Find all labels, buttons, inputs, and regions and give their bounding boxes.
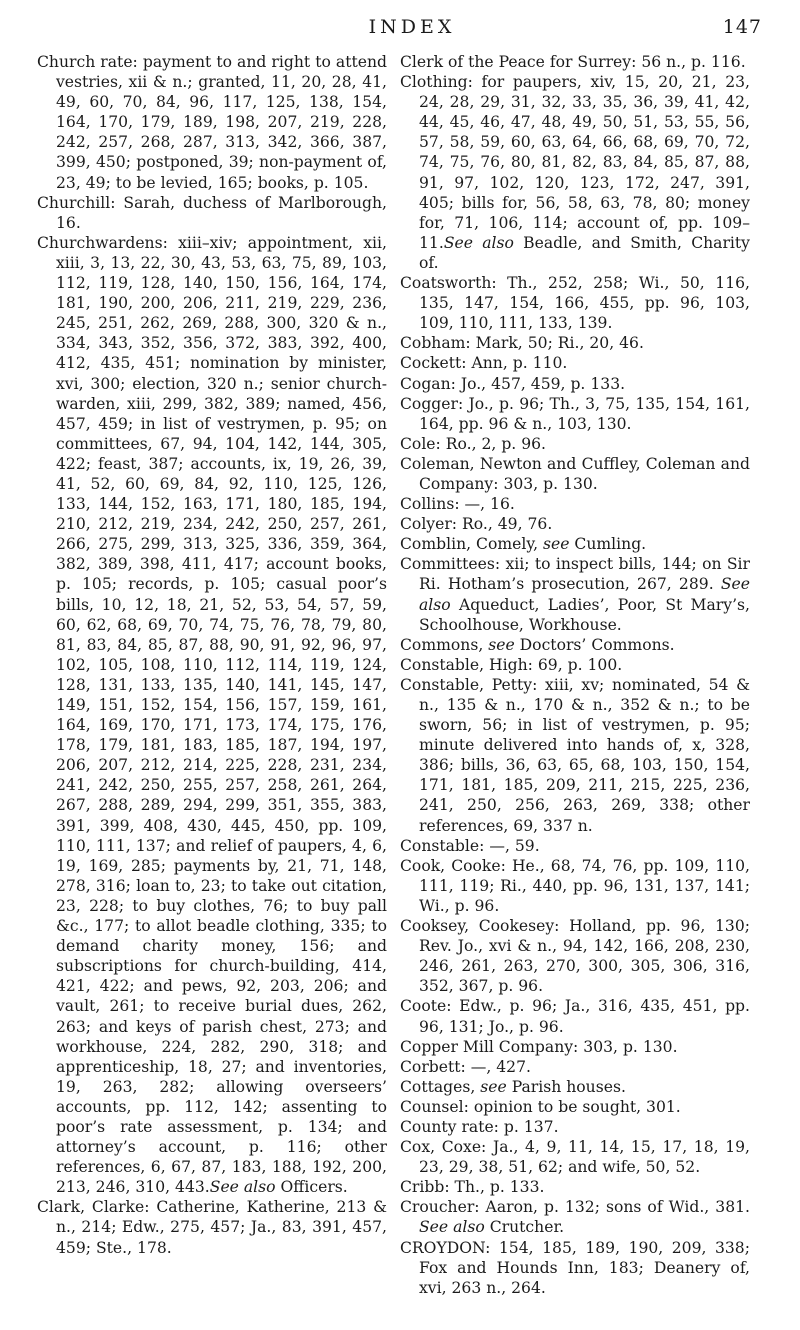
entry-head: Cox, Coxe: [400, 1138, 487, 1157]
page-header [62, 10, 762, 42]
index-entry [400, 1197, 750, 1237]
entry-text: xii; to inspect bills, 144; on Sir Ri. Hotham’s prosecution, 267, 289. [419, 555, 750, 594]
entry-head: Churchwardens: [37, 233, 168, 252]
entry-text: —, 59. [484, 836, 540, 855]
index-entry [37, 193, 387, 233]
index-column-right [400, 52, 750, 1298]
index-entry [400, 353, 750, 373]
entry-head: Cogger: [400, 394, 464, 413]
index-column-left [37, 52, 387, 1258]
entry-head: Cook, Cooke: [400, 856, 506, 875]
entry-text: He., 68, 74, 76, pp. 109, 110, 111, 119; Ri., 440, pp. 96, 131, 137, 141; Wi., p. 96. [419, 856, 751, 915]
index-entry [400, 514, 750, 534]
entry-text: 303, p. 130. [578, 1037, 678, 1056]
index-entry [400, 454, 750, 494]
entry-text: Edw., p. 96; Ja., 316, 435, 451, pp. 96, 131; Jo., p. 96. [419, 997, 750, 1036]
entry-head: Coatsworth: [400, 274, 497, 293]
index-entry [400, 333, 750, 353]
index-entry [400, 856, 750, 916]
entry-head: County rate: [400, 1117, 499, 1136]
entry-text: p. 137. [498, 1117, 559, 1136]
entry-head: Constable, High: [400, 655, 533, 674]
entry-head: Cockett: [400, 354, 467, 373]
entry-head: Committees: [400, 555, 501, 574]
index-entry [400, 534, 750, 554]
entry-head: Churchill: [37, 193, 116, 212]
entry-tail: Doctors’ Commons. [514, 635, 675, 654]
entry-text: xiii, xv; nominated, 54 & n., 135 & n., 170 & n., 352 & n.; to be sworn, 56; in list of vestrymen, p. 95; minute delivered into hands of, x, 328, 386; bills, 36, 63, 65, 68, 103, 150, 154, 171, 181, 185, 209, 211, 215, 225, 236, 241, 250, 256, 263, 269, 338; other references, 69, 337 n. [419, 675, 750, 835]
entry-head: Cribb: [400, 1178, 450, 1197]
entry-head: Cooksey, Cookesey: [400, 917, 560, 936]
entry-head: Croucher: [400, 1198, 480, 1217]
entry-text: Th., 252, 258; Wi., 50, 116, 135, 147, 154, 166, 455, pp. 96, 103, 109, 110, 111, 133, 139. [419, 274, 750, 333]
entry-text: opinion to be sought, 301. [468, 1097, 681, 1116]
entry-text: Jo., 457, 459, p. 133. [455, 374, 626, 393]
entry-text: for paupers, xiv, 15, 20, 21, 23, 24, 28, 29, 31, 32, 33, 35, 36, 39, 41, 42, 44, 45, 46, 47, 48, 49, 50, 51, 53, 55, 56, 57, 58, 59, 60, 63, 64, 66, 68, 69, 70, 72, 74, 75, 76, 80, 81, 82, 83, 84, 85, 87, 88, 91, 97, 102, 120, 123, 172, 247, 391, 405; bills for, 56, 58, 63, 78, 80; money for, 71, 106, 114; account of, pp. 109–11. [419, 73, 750, 252]
entry-text: payment to and right to attend vestries, xii & n.; granted, 11, 20, 28, 41, 49, 60, 70, 84, 96, 117, 125, 138, 154, 164, 170, 179, 189, 198, 207, 219, 228, 242, 257, 268, 287, 313, 342, 366, 387, 399, 450; postponed, 39; non-payment of, 23, 49; to be levied, 165; books, p. 105. [56, 53, 387, 192]
entry-see: See also [443, 233, 514, 252]
entry-head: Comblin, Comely, [400, 535, 539, 554]
entry-head: Coote: [400, 997, 452, 1016]
entry-text: Ro., 49, 76. [457, 515, 553, 534]
entry-text: Sarah, duchess of Marlborough, 16. [56, 193, 387, 232]
entry-head: Cole: [400, 434, 441, 453]
entry-head: Church rate: [37, 53, 138, 71]
entry-text: 303, p. 130. [498, 474, 598, 493]
entry-head: Clark, Clarke: [37, 1198, 150, 1217]
entry-text: Ro., 2, p. 96. [440, 434, 547, 453]
entry-head: CROYDON: [400, 1238, 491, 1257]
index-entry [400, 996, 750, 1036]
entry-text: —, 427. [465, 1057, 531, 1076]
entry-text: Holland, pp. 96, 130; Rev. Jo., xvi & n., 94, 142, 166, 208, 230, 246, 261, 263, 270, 300, 305, 306, 316, 352, 367, p. 96. [419, 917, 751, 996]
index-entry [37, 1197, 387, 1257]
index-entry [400, 1177, 750, 1197]
running-head-title: INDEX [368, 16, 456, 38]
entry-text: Mark, 50; Ri., 20, 46. [470, 334, 644, 353]
index-entry [400, 394, 750, 434]
entry-see: See also [419, 575, 750, 614]
entry-head: Colyer: [400, 515, 458, 534]
index-entry [400, 1097, 750, 1117]
index-entry [400, 1137, 750, 1177]
entry-text: Ann, p. 110. [466, 354, 568, 373]
entry-tail: Officers. [275, 1178, 348, 1197]
page-number: 147 [722, 16, 762, 38]
entry-tail: Beadle, and Smith, Charity of. [419, 233, 750, 272]
index-entry [400, 1057, 750, 1077]
entry-head: Commons, [400, 635, 484, 654]
index-entry [400, 273, 750, 333]
entry-tail: Crutcher. [484, 1218, 565, 1237]
entry-head: Copper Mill Company: [400, 1037, 579, 1056]
index-entry [400, 635, 750, 655]
entry-text: Th., p. 133. [449, 1178, 545, 1197]
index-entry [400, 655, 750, 675]
entry-text: —, 16. [459, 495, 515, 514]
entry-text: Catherine, Katherine, 213 & n., 214; Edw., 275, 457; Ja., 83, 391, 457, 459; Ste., 178. [56, 1198, 387, 1257]
index-entry [400, 72, 750, 273]
index-entry [400, 1077, 750, 1097]
entry-text: 56 n., p. 116. [636, 53, 746, 71]
index-entry [400, 675, 750, 836]
entry-head: Corbett: [400, 1057, 466, 1076]
index-entry [400, 494, 750, 514]
entry-see: see [538, 535, 570, 554]
index-entry [37, 52, 387, 193]
entry-tail: Cumling. [569, 535, 647, 554]
index-entry [400, 836, 750, 856]
index-entry [400, 1117, 750, 1137]
index-entry [37, 233, 387, 1198]
entry-head: Cottages, [400, 1077, 476, 1096]
index-entry [400, 1238, 750, 1298]
index-entry [400, 52, 750, 72]
entry-text: xiii–xiv; appointment, xii, xiii, 3, 13, 22, 30, 43, 53, 63, 75, 89, 103, 112, 119, 128, 140, 150, 156, 164, 174, 181, 190, 200, 206, 211, 219, 229, 236, 245, 251, 262, 269, 288, 300, 320 & n., 334, 343, 352, 356, 372, 383, 392, 400, 412, 435, 451; nomination by minister, xvi, 300; election, 320 n.; senior church-warden, xiii, 299, 382, 389; named, 456, 457, 459; in list of vestrymen, p. 95; on committees, 67, 94, 104, 142, 144, 305, 422; feast, 387; accounts, ix, 19, 26, 39, 41, 52, 60, 69, 84, 92, 110, 125, 126, 133, 144, 152, 163, 171, 180, 185, 194, 210, 212, 219, 234, 242, 250, 257, 261, 266, 275, 299, 313, 325, 336, 359, 364, 382, 389, 398, 411, 417; account books, p. 105; records, p. 105; casual poor’s bills, 10, 12, 18, 21, 52, 53, 54, 57, 59, 60, 62, 68, 69, 70, 74, 75, 76, 78, 79, 80, 81, 83, 84, 85, 87, 88, 90, 91, 92, 96, 97, 102, 105, 108, 110, 112, 114, 119, 124, 128, 131, 133, 135, 140, 141, 145, 147, 149, 151, 152, 154, 156, 157, 159, 161, 164, 169, 170, 171, 173, 174, 175, 176, 178, 179, 181, 183, 185, 187, 194, 197, 206, 207, 212, 214, 225, 228, 231, 234, 241, 242, 250, 255, 257, 258, 261, 264, 267, 288, 289, 294, 299, 351, 355, 383, 391, 399, 408, 430, 445, 450, pp. 109, 110, 111, 137; and relief of paupers, 4, 6, 19, 169, 285; payments by, 21, 71, 148, 278, 316; loan to, 23; to take out citation, 23, 228; to buy clothes, 76; to buy pall &c., 177; to allot beadle clothing, 335; to demand charity money, 156; and subscriptions for church-building, 414, 421, 422; and pews, 92, 203, 206; and vault, 261; to receive burial dues, 262, 263; and keys of parish chest, 273; and workhouse, 224, 282, 290, 318; and apprenticeship, 18, 27; and inventories, 19, 263, 282; allowing overseers’ accounts, pp. 112, 142; assenting to poor’s rate assessment, p. 134; and attorney’s account, p. 116; other references, 6, 67, 87, 183, 188, 192, 200, 213, 246, 310, 443. [56, 233, 387, 1197]
entry-head: Collins: [400, 495, 460, 514]
entry-head: Cobham: [400, 334, 471, 353]
entry-tail: Parish houses. [506, 1077, 626, 1096]
index-entry [400, 374, 750, 394]
entry-text: 154, 185, 189, 190, 209, 338; Fox and Hounds Inn, 183; Deanery of, xvi, 263 n., 264. [419, 1238, 750, 1297]
entry-tail: Aqueduct, Ladies’, Poor, St Mary’s, Schoolhouse, Workhouse. [419, 595, 750, 634]
entry-head: Counsel: [400, 1097, 469, 1116]
entry-see: see [483, 635, 515, 654]
entry-text: Aaron, p. 132; sons of Wid., 381. [479, 1198, 750, 1217]
entry-text: Jo., p. 96; Th., 3, 75, 135, 154, 161, 164, pp. 96 & n., 103, 130. [419, 394, 750, 433]
index-entry [400, 1037, 750, 1057]
index-entry [400, 554, 750, 634]
entry-head: Clothing: [400, 73, 473, 92]
index-entry [400, 916, 750, 996]
entry-head: Clerk of the Peace for Surrey: [400, 53, 637, 71]
entry-see: See also [209, 1178, 276, 1197]
entry-text: 69, p. 100. [532, 655, 623, 674]
entry-head: Constable: [400, 836, 485, 855]
entry-see: see [475, 1077, 507, 1096]
entry-head: Cogan: [400, 374, 456, 393]
entry-head: Coleman, Newton and Cuffley, Coleman and Company: [400, 454, 750, 493]
entry-head: Constable, Petty: [400, 675, 538, 694]
index-entry [400, 434, 750, 454]
entry-text: Ja., 4, 9, 11, 14, 15, 17, 18, 19, 23, 29, 38, 51, 62; and wife, 50, 52. [419, 1138, 751, 1177]
entry-see: See also [419, 1218, 485, 1237]
